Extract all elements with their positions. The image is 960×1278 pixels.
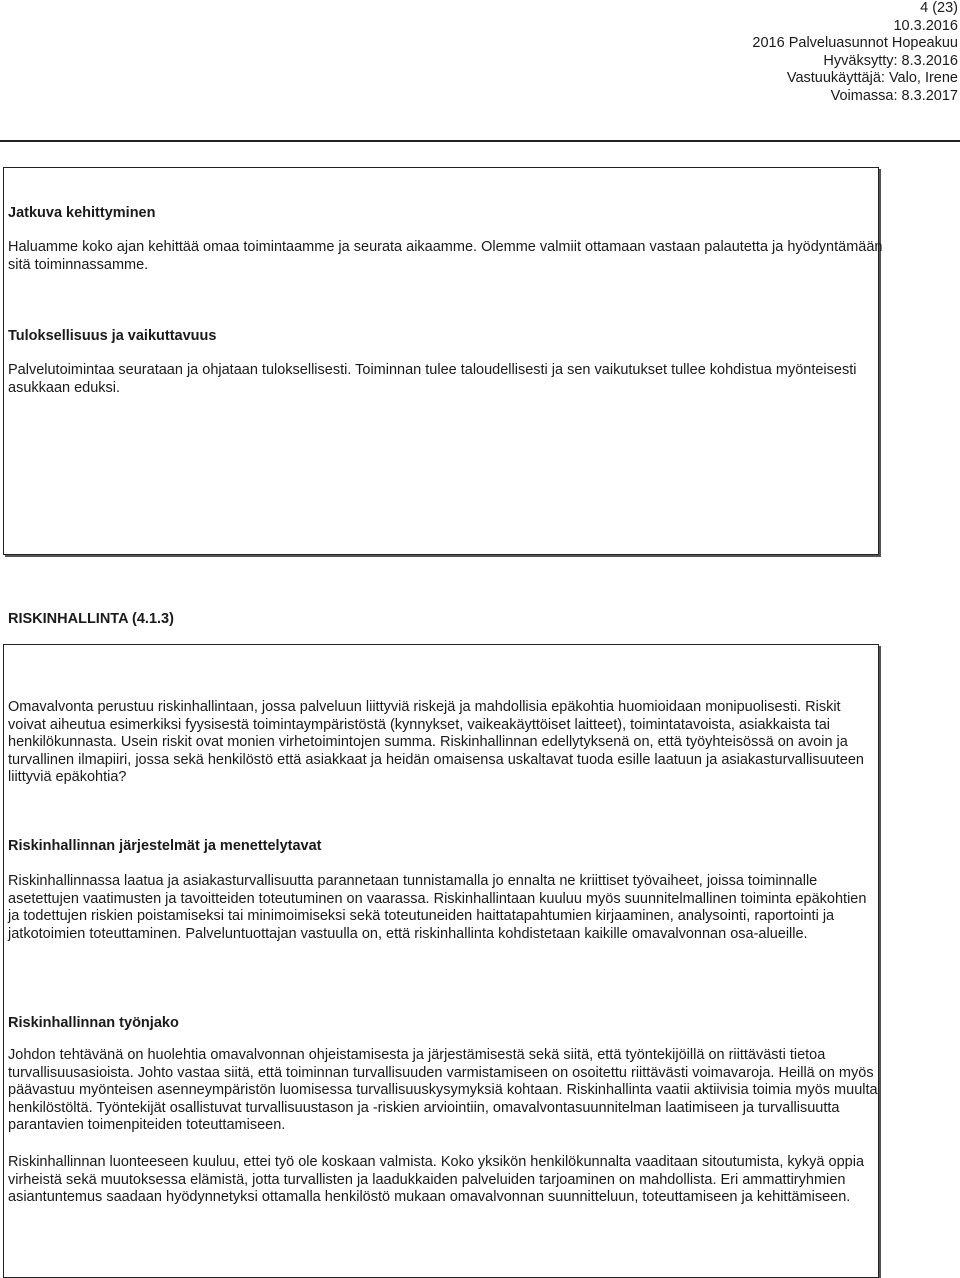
continuous-development-heading: Jatkuva kehittyminen (8, 205, 156, 221)
valid-until: Voimassa: 8.3.2017 (830, 87, 958, 104)
page-number: 4 (23) (920, 0, 958, 16)
risk-systems-heading: Riskinhallinnan järjestelmät ja menettelytavat (8, 838, 322, 854)
header-divider (0, 140, 960, 142)
risk-intro-text: Omavalvonta perustuu riskinhallintaan, jossa palveluun liittyviä riskejä ja mahdollisia epäkohtia huomioidaan monipuolisesti. Riskit voivat aiheutua esimerkiksi fyysisestä toimintaympäristöstä (kynnykset, vaikeakäyttöiset laitteet), toimintatavoista, asiakkaista tai henkilökunnasta. Usein riskit ovat monien virhetoimintojen summa. Riskinhallinnan edellytyksenä on, että työyhteisössä on avoin ja turvallinen ilmapiiri, jossa sekä henkilöstö että asiakkaat ja heidän omaisensa uskaltavat tuoda esille laatuun ja asiakasturvallisuuteen liittyviä epäkohtia? (8, 699, 864, 786)
development-box (3, 167, 879, 555)
approved-date: Hyväksytty: 8.3.2016 (823, 52, 958, 69)
document-date: 10.3.2016 (893, 17, 958, 34)
risk-division-heading: Riskinhallinnan työnjako (8, 1015, 179, 1031)
document-title: 2016 Palveluasunnot Hopeakuu (752, 35, 958, 52)
continuous-development-text: Haluamme koko ajan kehittää omaa toimintaamme ja seurata aikaamme. Olemme valmiit ottamaan vastaan palautetta ja hyödyntämään sitä toiminnassamme. (8, 239, 883, 273)
effectiveness-heading: Tuloksellisuus ja vaikuttavuus (8, 328, 217, 344)
responsible-user: Vastuukäyttäjä: Valo, Irene (786, 70, 958, 87)
risk-systems-text: Riskinhallinnassa laatua ja asiakasturvallisuutta parannetaan tunnistamalla jo ennalta ne kriittiset työvaiheet, joissa toiminnalle asetettujen vaatimusten ja tavoitteiden toteutuminen on vaarassa. Riskinhallintaan kuuluu myös suunnitelmallinen toiminta epäkohtien ja todettujen riskien poistamiseksi tai minimoimiseksi sekä toteutuneiden haittatapahtumien kirjaaminen, analysointi, raportointi ja jatkotoimien toteuttaminen. Palveluntuottajan vastuulla on, että riskinhallinta kohdistetaan kaikille omavalvonnan osa-alueille. (8, 873, 867, 942)
section-title: RISKINHALLINTA (4.1.3) (8, 611, 174, 627)
document-header (752, 0, 958, 106)
risk-division-text: Johdon tehtävänä on huolehtia omavalvonnan ohjeistamisesta ja järjestämisestä sekä siitä, että työntekijöillä on riittävästi tietoa turvallisuusasioista. Johto vastaa siitä, että toiminnan turvallisuuden varmistamiseen on osoitettu riittävästi voimavaroja. Heillä on myös päävastuu myönteisen asenneympäristön luomisessa turvallisuuskysymyksiä kohtaan. Riskinhallinta vaatii aktiivisia toimia myös muulta henkilöstöltä. Työntekijät osallistuvat turvallisuustason ja -riskien arviointiin, omavalvontasuunnitelman laatimiseen ja turvallisuutta parantavien toimenpiteiden toteuttamiseen. (8, 1047, 878, 1134)
risk-nature-text: Riskinhallinnan luonteeseen kuuluu, ettei työ ole koskaan valmista. Koko yksikön henkilökunnalta vaaditaan sitoutumista, kykyä oppia virheistä sekä muutoksessa elämistä, jotta turvallisten ja laadukkaiden palveluiden tarjoaminen on mahdollista. Eri ammattiryhmien asiantuntemus saadaan hyödynnetyksi ottamalla henkilöstö mukaan omavalvonnan suunnitteluun, toteuttamiseen ja kehittämiseen. (8, 1154, 865, 1206)
effectiveness-text: Palvelutoimintaa seurataan ja ohjataan tuloksellisesti. Toiminnan tulee taloudellisesti ja sen vaikutukset tullee kohdistua myönteisesti asukkaan eduksi. (8, 362, 857, 396)
